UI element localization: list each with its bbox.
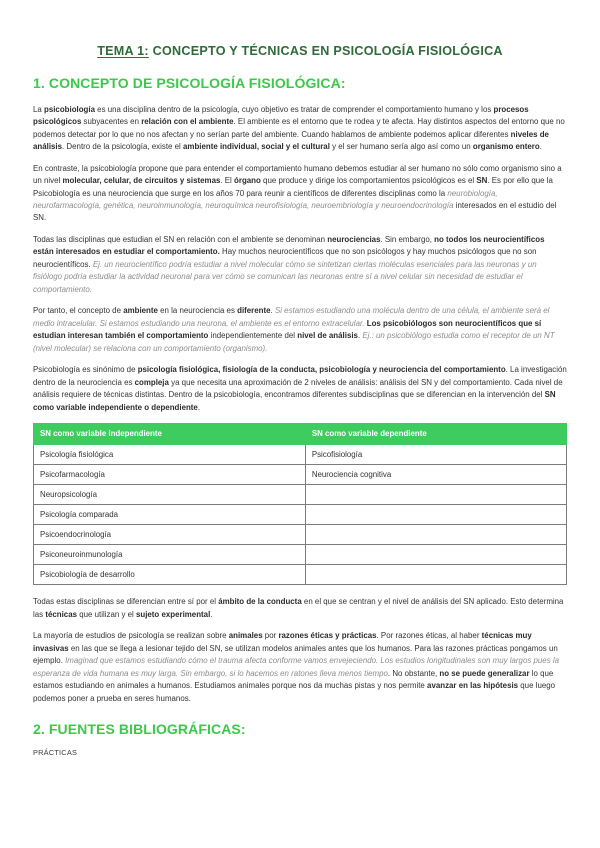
practicas-label: PRÁCTICAS — [33, 747, 78, 757]
table-cell — [305, 505, 566, 525]
bold-run: ambiente — [123, 306, 158, 316]
bold-run: nivel de análisis — [297, 331, 358, 341]
section-heading-1: 1. CONCEPTO DE PSICOLOGÍA FISIOLÓGICA: — [33, 75, 346, 92]
table-row — [34, 485, 567, 505]
italic-run: neurobiología, neurofarmacología, genética, neuroinmunología, neuroquímica neurofisiología, neuroembriología y neuroendocrinología — [33, 188, 498, 210]
table-row — [34, 545, 567, 565]
text-run: Psicobiología es sinónimo de — [33, 365, 138, 375]
paragraph-6 — [33, 596, 567, 621]
paragraph-3 — [33, 234, 567, 296]
text-run: . El ambiente es el entorno que te rodea y te afecta. Hay distintos aspectos del entorno que no podemos detectar por lo que no nos afectan y no serían parte del ambiente. Cuando hablamos de ambiente podemos aplicar diferentes — [33, 117, 565, 139]
bold-run: sujeto experimental — [135, 609, 211, 619]
italic-run: Ej.: un psicobiólogo estudia como el receptor de un NT (nivel molecular) se relaciona con un comportamiento (organismo). — [33, 331, 555, 353]
paragraph-7 — [33, 630, 567, 705]
bold-run: compleja — [134, 377, 169, 387]
table-header-row — [34, 424, 567, 445]
table-header-cell-independiente: SN como variable independiente — [34, 424, 306, 445]
bold-run: técnicas muy invasivas — [33, 631, 532, 653]
bold-run: niveles de análisis — [33, 129, 549, 152]
text-run: es una disciplina dentro de la psicología, cuyo objetivo es tratar de comprender el comportamiento humano y los — [94, 104, 494, 114]
table-row — [34, 445, 567, 465]
text-run: lo que estamos estudiando en animales a humanos. Estudiamos animales porque nos da muchas pistas y nos permite — [33, 668, 554, 691]
bold-run: animales — [228, 631, 263, 641]
bold-run: no todos los neurocientíficos están interesados en estudiar el comportamiento. — [33, 234, 545, 257]
table-cell: Psicofisiología — [305, 445, 566, 465]
bold-run: ambiente individual, social y el cultural — [183, 142, 330, 152]
table-cell: Psicología fisiológica — [34, 445, 306, 465]
table-cell: Neurociencia cognitiva — [305, 465, 566, 485]
bold-run: neurociencias — [327, 234, 381, 244]
table-cell: Psicoendocrinología — [34, 525, 306, 545]
text-run: que luego podemos poner a prueba en seres humanos. — [33, 681, 556, 703]
text-run: en la neurociencia es — [157, 306, 238, 316]
bold-run: psicología fisiológica, fisiología de la conducta, psicobiología y neurociencia del comportamiento — [137, 365, 506, 375]
text-run: interesados en el estudio del SN. — [33, 201, 557, 223]
bold-run: ámbito de la conducta — [218, 597, 302, 607]
bold-run: relación con el ambiente — [141, 117, 234, 127]
bold-run: SN como variable independiente o dependiente — [33, 390, 556, 412]
subdisciplines-table — [33, 423, 567, 585]
text-run: En contraste, la psicobiología propone que para entender el comportamiento humano debemos estudiar al ser humano no sólo como organismo sino a un nivel — [33, 163, 562, 186]
text-run: . Por razones éticas, al haber — [376, 631, 482, 641]
text-run: que utilizan y el — [77, 609, 136, 619]
table-cell: Psicofarmacología — [34, 465, 306, 485]
table-cell — [305, 485, 566, 505]
text-run: en las que se llega a lesionar tejido del SN, se utilizan modelos animales antes que los humanos. Para las razones prácticas pongamos un ejemplo. — [33, 643, 558, 666]
bold-run: avanzar en las hipótesis — [427, 681, 519, 691]
text-run: . — [539, 142, 542, 152]
italic-run: Imaginad que estamos estudiando cómo el trauma afecta conforme vamos envejeciendo. Los estudios longitudinales son muy largos pues la esperanza de vida humana es muy larga. Sin embargo, si lo hacemos en ratones lleva menos tiempo — [33, 656, 560, 678]
bold-run: técnicas — [45, 609, 77, 619]
bold-run: no se puede generalizar — [439, 668, 530, 678]
table-cell — [305, 525, 566, 545]
table-row — [34, 525, 567, 545]
page-title-prefix: TEMA 1: — [97, 44, 149, 58]
table-cell: Neuropsicología — [34, 485, 306, 505]
bold-run: psicobiología — [44, 104, 95, 114]
bold-run: molecular, celular, de circuitos y sistemas — [62, 176, 221, 186]
table-row — [34, 505, 567, 525]
text-run: Todas estas disciplinas se diferencian entre sí por el — [33, 597, 219, 607]
bold-run: procesos psicológicos — [33, 104, 529, 127]
text-run: y el ser humano sería algo así como un — [329, 142, 473, 152]
text-run: . — [210, 609, 213, 619]
text-run: . Es por ello que la Psicobiología es una neurociencia que surge en los años 70 para reunir a científicos de diferentes disciplinas como la — [33, 176, 553, 198]
bold-run: Los psicobiólogos son neurocientíficos que sí — [366, 318, 542, 328]
table-header-cell-dependiente: SN como variable dependiente — [305, 424, 566, 445]
paragraph-4 — [33, 305, 567, 355]
bold-run: estudian interesan también el comportamiento — [33, 331, 209, 341]
text-run: independientemente del — [208, 331, 298, 341]
bold-run: diferente — [237, 306, 271, 316]
paragraph-1 — [33, 104, 567, 154]
text-run: . — [197, 402, 201, 412]
bold-run: razones éticas y prácticas — [278, 631, 377, 641]
paragraph-2 — [33, 163, 567, 225]
bold-run: órgano — [234, 176, 261, 186]
text-run: . — [270, 306, 275, 316]
text-run: que produce y dirige los comportamientos psicológicos es el — [260, 176, 477, 186]
text-run: . La investigación dentro de la neurociencia es — [33, 365, 567, 387]
text-run: . El — [220, 176, 235, 186]
table-row — [34, 465, 567, 485]
text-run: . — [357, 331, 363, 341]
table-cell — [305, 545, 566, 565]
page-title-rest: CONCEPTO Y TÉCNICAS EN PSICOLOGÍA FISIOLÓGICA — [148, 44, 503, 58]
text-run: La — [33, 104, 44, 114]
text-run: . No obstante, — [387, 668, 440, 678]
text-run: subyacentes en — [81, 117, 142, 127]
bold-run: SN — [476, 176, 488, 186]
italic-run: Si estamos estudiando una molécula dentro de una célula, el ambiente será el medio intracelular. Si estamos estudiando una neurona, el ambiente es el entorno extracelular. — [33, 306, 550, 328]
text-run: por — [262, 631, 279, 641]
page-title — [33, 44, 567, 59]
text-run: en el que se centran y el nivel de análisis del SN aplicado. Esto determina las — [33, 597, 564, 619]
table-cell: Psiconeuroinmunología — [34, 545, 306, 565]
section-heading-2: 2. FUENTES BIBLIOGRÁFICAS: — [33, 721, 246, 738]
text-run: . Sin embargo, — [380, 234, 435, 244]
text-run: Todas las disciplinas que estudian el SN en relación con el ambiente se denominan — [33, 234, 328, 244]
paragraph-5 — [33, 364, 567, 414]
table-cell: Psicobiología de desarrollo — [34, 565, 306, 585]
table-cell: Psicología comparada — [34, 505, 306, 525]
text-run: ya que necesita una aproximación de 2 niveles de análisis: análisis del SN y del comportamiento. Cada nivel de análisis requiere de técnicas distintas. Dentro de la psicobiología, encontramos diferentes subdisciplinas que se diferencian en la intervención del — [33, 377, 563, 400]
italic-run: Ej. un neurocientífico podría estudiar a nivel molecular cómo se sintetizan ciertas moléculas esenciales para las neuronas y un fisiólogo podría estudiar la actividad neuronal para ver cómo se comunican las neuronas entre sí a nivel celular sin necesidad de estudiar el comportamiento. — [33, 259, 537, 294]
text-run: Hay muchos neurocientíficos que no son psicólogos y hay muchos psicólogos que no son neurocientíficos. — [33, 247, 537, 269]
text-run: Por tanto, el concepto de — [33, 306, 124, 316]
text-run: La mayoría de estudios de psicología se realizan sobre — [33, 631, 229, 641]
table-row — [34, 565, 567, 585]
text-run: . Dentro de la psicología, existe el — [62, 142, 184, 152]
bold-run: organismo entero — [472, 142, 540, 152]
table-cell — [305, 565, 566, 585]
